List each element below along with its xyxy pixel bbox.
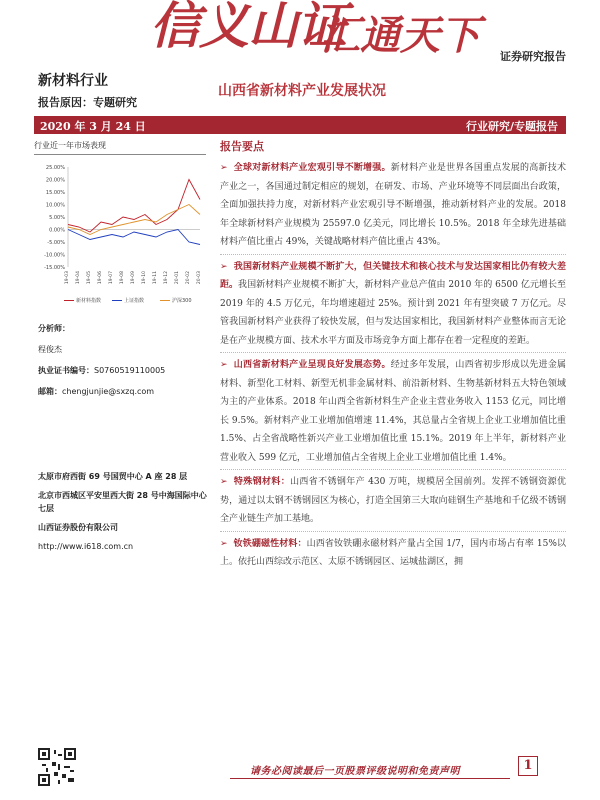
industry-name: 新材料行业 xyxy=(38,73,108,89)
y-tick-label: -10.00% xyxy=(44,252,65,259)
legend-swatch xyxy=(64,300,74,301)
analyst-name: 程俊杰 xyxy=(38,345,62,354)
legend-label: 新材料指数 xyxy=(76,298,102,304)
arrow-bullet-icon: ➢ xyxy=(220,538,228,549)
arrow-bullet-icon: ➢ xyxy=(220,477,228,487)
paragraph xyxy=(220,473,566,529)
date-bar xyxy=(34,116,566,134)
x-tick-label: 20-02 xyxy=(186,271,191,285)
report-reason: 报告原因：专题研究 xyxy=(38,96,137,109)
arrow-bullet-icon: ➢ xyxy=(220,261,228,272)
x-tick-label: 19-06 xyxy=(98,271,103,285)
arrow-bullet-icon: ➢ xyxy=(220,163,228,173)
x-tick-label: 19-11 xyxy=(153,271,158,285)
legend-item xyxy=(64,297,101,304)
paragraph-lead: 特殊钢材料： xyxy=(233,477,291,487)
company-address xyxy=(38,470,208,559)
divider xyxy=(220,531,566,532)
paragraph xyxy=(220,258,566,351)
divider xyxy=(220,254,566,255)
analyst-label: 分析师： xyxy=(38,324,70,333)
footer-divider xyxy=(230,778,510,779)
arrow-bullet-icon: ➢ xyxy=(220,360,228,370)
paragraph-text: 山西省不锈钢年产 430 万吨，规模居全国前列。发挥不锈钢资源优势，通过以太钢不锈钢园区为核心，打造全国第三大取向硅钢生产基地和千亿级不锈钢全产业链生产加工基地。 xyxy=(220,477,566,524)
paragraph xyxy=(220,159,566,252)
series-line xyxy=(68,180,200,233)
company-name: 山西证券股份有限公司 xyxy=(38,523,118,532)
company-website[interactable]: http://www.i618.com.cn xyxy=(38,542,134,551)
y-tick-label: -5.00% xyxy=(47,240,65,246)
report-category: 行业研究/专题报告 xyxy=(465,120,558,133)
y-tick-label: 15.00% xyxy=(45,190,65,196)
report-date: 2020 年 3 月 24 日 xyxy=(40,120,146,133)
page-number: 1 xyxy=(518,756,538,776)
y-tick-label: 25.00% xyxy=(45,165,65,171)
series-line xyxy=(68,230,200,245)
y-tick-label: 20.00% xyxy=(45,177,65,184)
legend-swatch xyxy=(160,300,170,301)
address-taiyuan: 太原市府西街 69 号国贸中心 A 座 28 层 xyxy=(38,472,188,481)
analyst-info xyxy=(38,318,208,402)
market-chart-svg xyxy=(34,159,206,297)
slogan-part-a: 信义山证 xyxy=(150,0,346,55)
paragraph-text: 经过多年发展，山西省初步形成以先进金属材料、新型化工材料、新型无机非金属材料、前沿新材料、生物基新材料五大特色领域为主的产业体系。2018 年山西全省新材料生产企业主营业务收入 1153 亿元，同比增长 9.5%。新材料产业工业增加值增速 11.4%，其总量占全省规上企业工业增加值比重 1.5%、占全省战略性新兴产业工业增加值比重 15.1%。2019 年上半年，新材料产业营业收入 599 亿元，工业增加值占全省规上企业工业增加值比重 1.4%。 xyxy=(220,360,566,463)
disclaimer-note: 请务必阅读最后一页股票评级说明和免责声明 xyxy=(250,766,460,777)
legend-label: 沪深300 xyxy=(172,298,192,304)
legend-item xyxy=(160,297,192,304)
paragraph-lead: 我国新材料产业规模不断扩大，但关键技术和核心技术与发达国家相比仍有较大差距。 xyxy=(220,261,566,290)
y-tick-label: 0.00% xyxy=(49,227,65,234)
address-beijing: 北京市西城区平安里西大街 28 号中海国际中心七层 xyxy=(38,491,207,513)
paragraph-lead: 山西省新材料产业呈现良好发展态势。 xyxy=(233,360,391,370)
chart-legend xyxy=(34,297,206,307)
main-content xyxy=(220,138,566,574)
x-tick-label: 19-07 xyxy=(109,271,114,285)
email-address[interactable]: chengjunjie@sxzq.com xyxy=(62,387,155,396)
divider xyxy=(220,469,566,470)
qr-code-icon xyxy=(38,748,76,786)
sidebar xyxy=(34,136,206,309)
legend-item xyxy=(112,297,144,304)
report-type: 证券研究报告 xyxy=(500,50,566,63)
chart-title: 行业近一年市场表现 xyxy=(34,136,206,155)
x-tick-label: 19-12 xyxy=(164,271,169,285)
x-tick-label: 19-04 xyxy=(76,271,81,285)
document-title: 山西省新材料产业发展状况 xyxy=(218,83,386,99)
cert-label: 执业证书编号： xyxy=(38,366,94,375)
paragraph-text: 我国新材料产业规模不断扩大，新材料产业总产值由 2010 年的 6500 亿元增长至 2019 年的 4.5 万亿元，年均增速超过 25%。预计到 2021 年有望突破 7 万亿元。尽管我国新材料产业获得了较快发展，但与发达国家相比，我国新材料产业整体而言无论是在产业规模方面、技术水平方面及市场竞争方面上都存在着一定程度的差距。 xyxy=(220,280,566,346)
paragraph-lead: 钕铁硼磁性材料： xyxy=(233,538,307,549)
y-tick-label: -15.00% xyxy=(44,265,65,271)
x-tick-label: 19-09 xyxy=(131,271,136,285)
paragraph xyxy=(220,535,566,572)
paragraph-lead: 全球对新材料产业宏观引导不断增强。 xyxy=(233,163,391,173)
x-tick-label: 19-10 xyxy=(142,271,147,285)
x-tick-label: 19-08 xyxy=(120,271,125,285)
key-points-heading: 报告要点 xyxy=(220,140,264,153)
legend-label: 上证指数 xyxy=(124,298,145,304)
y-tick-label: 5.00% xyxy=(49,215,65,221)
market-chart xyxy=(34,159,206,309)
x-tick-label: 20-03 xyxy=(197,271,202,285)
paragraph-text: 山西省钕铁硼永磁材料产量占全国 1/7，国内市场占有率 15%以上。依托山西综改示范区、太原不锈钢园区、运城盐湖区，拥 xyxy=(220,538,566,567)
divider xyxy=(220,352,566,353)
paragraph-text: 新材料产业是世界各国重点发展的高新技术产业之一，各国通过制定相应的规划，在研发、市场、产业环境等不同层面出台政策，全面加强扶持力度，对新材料产业宏观引导不断增强，推动新材料产业的发展。2018 年全球新材料产业规模为 25597.0 亿美元，同比增长 10.5%。2018 年全球先进基础材料产值比重占 49%，关键战略材料产值比重占 43%。 xyxy=(220,163,566,247)
x-tick-label: 19-05 xyxy=(87,271,92,285)
x-tick-label: 19-03 xyxy=(65,271,70,285)
cert-number: S0760519110005 xyxy=(94,366,166,375)
slogan-part-b: 汇通天下 xyxy=(320,12,480,59)
x-tick-label: 20-01 xyxy=(175,271,180,285)
y-tick-label: 10.00% xyxy=(45,202,65,209)
legend-swatch xyxy=(112,300,122,301)
paragraph xyxy=(220,356,566,467)
email-label: 邮箱： xyxy=(38,387,62,396)
